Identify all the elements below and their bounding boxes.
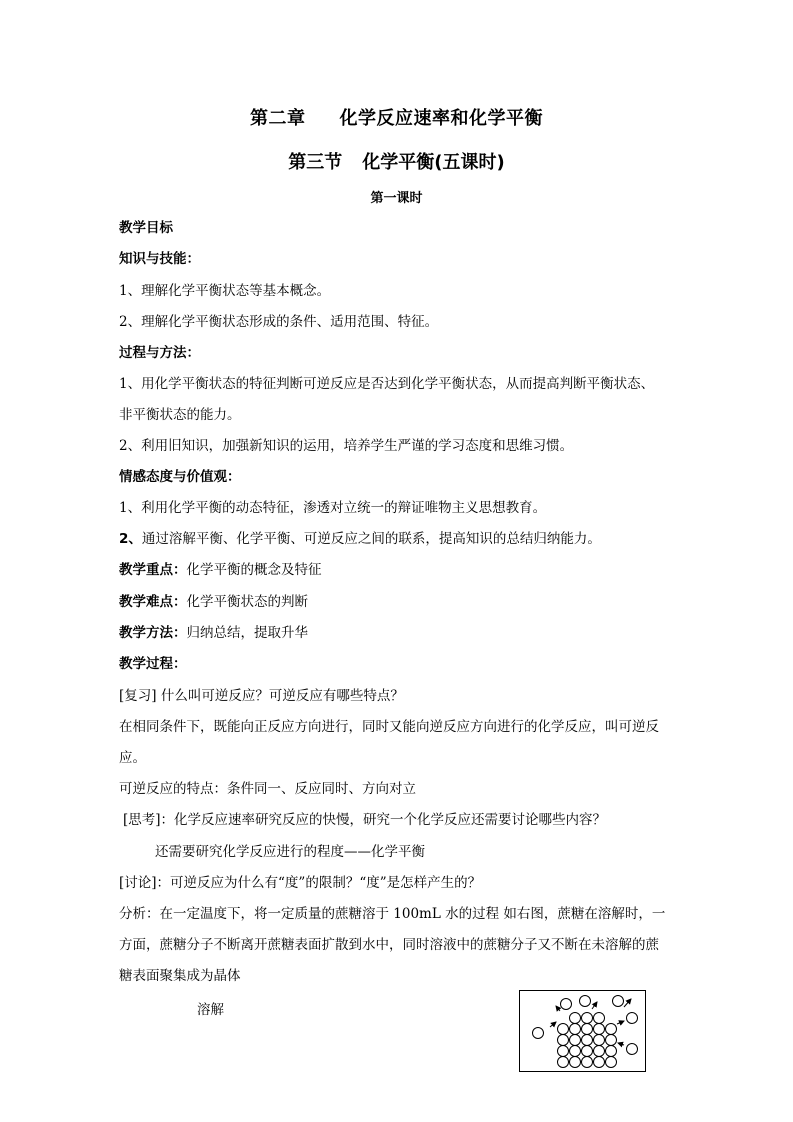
procedure-heading: 教学过程：	[119, 656, 187, 672]
think-question: [思考]：化学反应速率研究反应的快慢，研究一个化学反应还需要讨论哪些内容？	[123, 812, 607, 828]
emotion-item-2-text: 通过溶解平衡、化学平衡、可逆反应之间的联系，提高知识的总结归纳能力。	[141, 531, 601, 547]
analysis-line-1: 分析：在一定温度下，将一定质量的蔗糖溶于 100mL 水的过程 如右图，蔗糖在溶解时，一	[119, 906, 666, 922]
difficulty-label: 教学难点：	[119, 594, 187, 610]
key-point-label: 教学重点：	[119, 562, 187, 578]
features-text: 可逆反应的特点：条件同一、反应同时、方向对立	[119, 781, 416, 797]
difficulty-text: 化学平衡状态的判断	[186, 594, 308, 610]
molecule-diagram	[520, 991, 644, 1070]
difficulty	[119, 592, 679, 612]
section-title	[0, 148, 793, 174]
knowledge-item-1: 1、理解化学平衡状态等基本概念。	[119, 283, 331, 299]
chapter-label: 第二章	[250, 108, 306, 129]
knowledge-item-2: 2、理解化学平衡状态形成的条件、适用范围、特征。	[119, 314, 439, 330]
definition-line-2: 应。	[119, 750, 146, 766]
method-text: 归纳总结，提取升华	[186, 625, 308, 641]
method-label: 教学方法：	[119, 625, 187, 641]
goals-heading: 教学目标	[119, 220, 173, 236]
method	[119, 623, 679, 643]
section-name: 化学平衡(五课时)	[362, 152, 505, 173]
emotion-heading: 情感态度与价值观：	[119, 469, 241, 485]
lesson-title: 第一课时	[370, 191, 423, 206]
chapter-title	[0, 104, 793, 130]
crystal-molecules	[558, 1013, 617, 1068]
emotion-item-2	[119, 529, 679, 549]
chapter-name: 化学反应速率和化学平衡	[339, 108, 543, 129]
analysis-line-3: 糖表面聚集成为晶体	[119, 968, 241, 984]
sucrose-dissolution-figure	[519, 990, 646, 1072]
analysis-line-2: 方面，蔗糖分子不断离开蔗糖表面扩散到水中，同时溶液中的蔗糖分子又不断在未溶解的蔗	[119, 937, 659, 953]
definition-line-1: 在相同条件下，既能向正反应方向进行，同时又能向逆反应方向进行的化学反应，叫可逆反	[119, 719, 659, 735]
process-heading: 过程与方法：	[119, 345, 200, 361]
process-item-1-line-1: 1、用化学平衡状态的特征判断可逆反应是否达到化学平衡状态，从而提高判断平衡状态、	[119, 376, 655, 392]
section-label: 第三节	[288, 152, 343, 173]
emotion-item-2-number: 2、	[119, 531, 142, 547]
process-item-1-line-2: 非平衡状态的能力。	[119, 407, 241, 423]
emotion-item-1: 1、利用化学平衡的动态特征，渗透对立统一的辩证唯物主义思想教育。	[119, 500, 547, 516]
key-point-text: 化学平衡的概念及特征	[186, 562, 322, 578]
discuss-question: [讨论]：可逆反应为什么有“度”的限制？“度”是怎样产生的？	[119, 875, 482, 891]
dissolve-label: 溶解	[197, 1002, 224, 1018]
key-point	[119, 560, 679, 580]
review-question: [复习] 什么叫可逆反应？可逆反应有哪些特点？	[119, 688, 404, 704]
knowledge-heading: 知识与技能：	[119, 251, 200, 267]
process-item-2: 2、利用旧知识，加强新知识的运用，培养学生严谨的学习态度和思维习惯。	[119, 438, 574, 454]
think-answer: 还需要研究化学反应进行的程度——化学平衡	[155, 844, 425, 860]
